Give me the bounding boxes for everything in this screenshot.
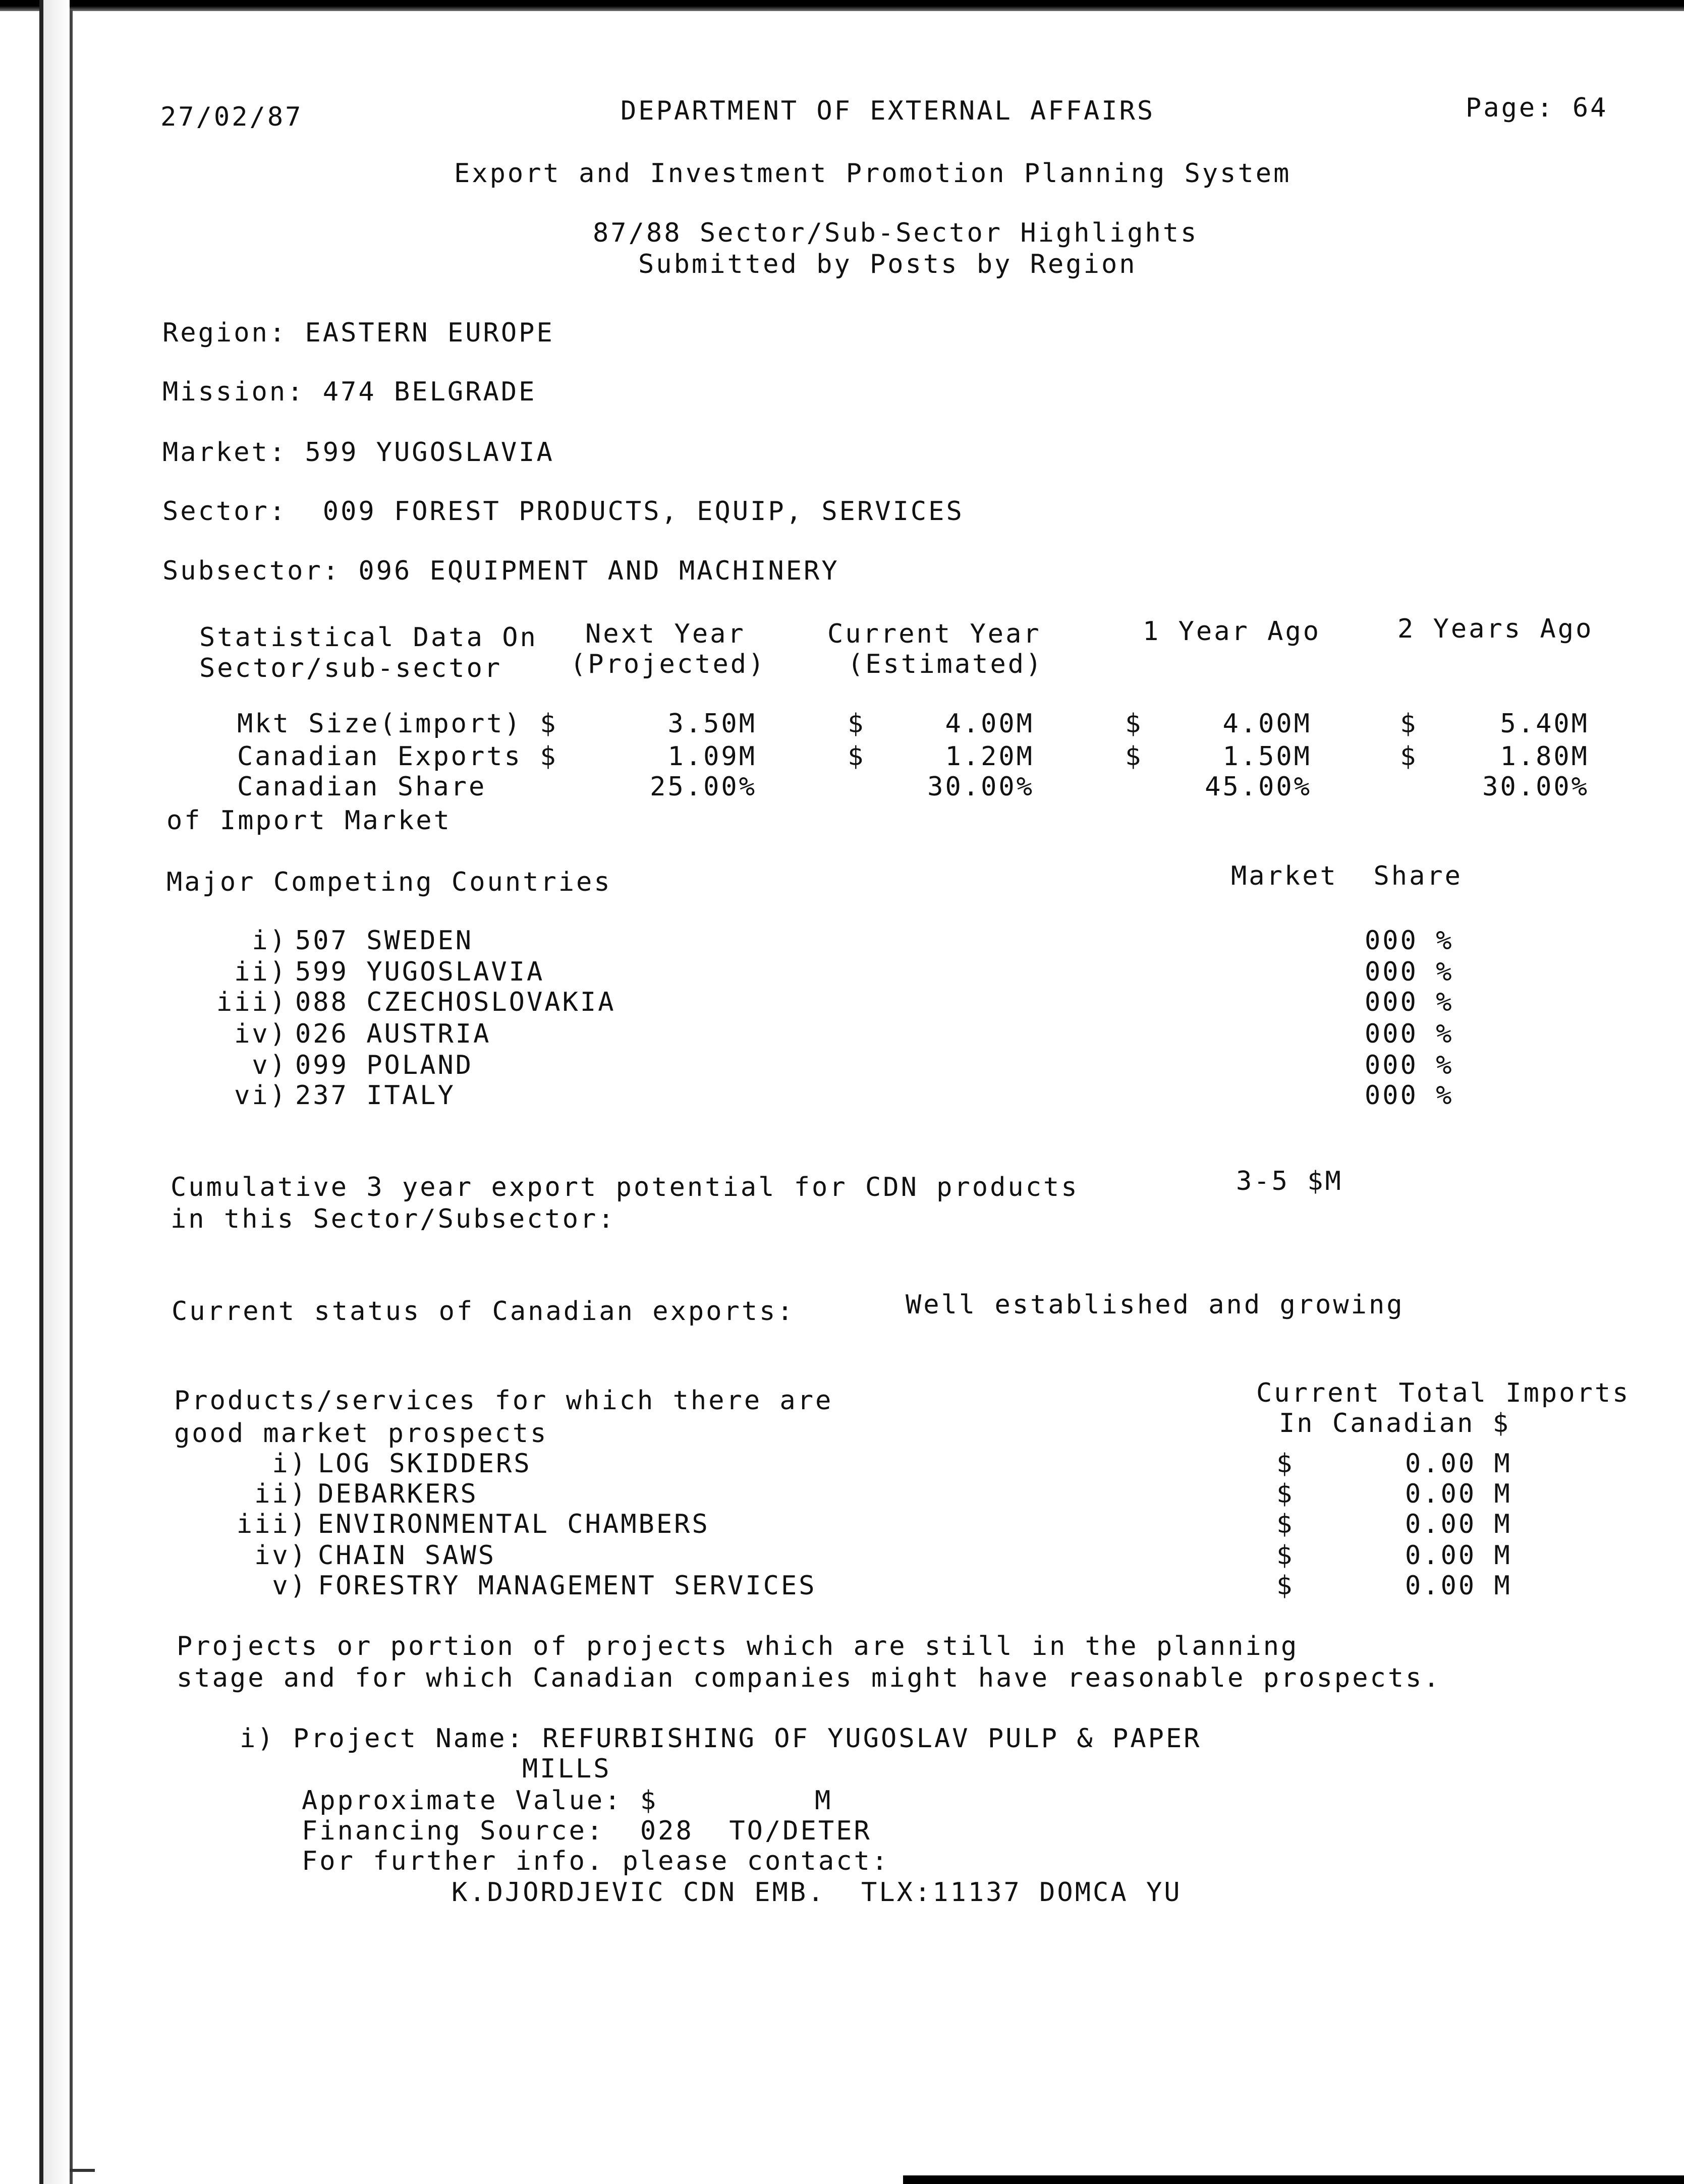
project-name: i) Project Name: REFURBISHING OF YUGOSLAV PULP & PAPER: [240, 1723, 1202, 1754]
region-line: Region: EASTERN EUROPE: [162, 318, 554, 348]
stats-header-label: Statistical Data On: [199, 622, 538, 653]
stats-col-current-year: Current Year: [827, 619, 1041, 649]
stats-value: 3.50M: [667, 709, 757, 739]
contact-details: K.DJORDJEVIC CDN EMB. TLX:11137 DOMCA YU: [452, 1877, 1182, 1908]
country-name: 088 CZECHOSLOVAKIA: [295, 987, 616, 1017]
country-share: 000 %: [1365, 987, 1454, 1017]
list-item: [0, 1079, 1684, 1112]
currency-sign: $: [1400, 709, 1418, 739]
imports-subheader: In Canadian $: [1279, 1408, 1510, 1439]
import-value: 0.00 M: [1405, 1479, 1512, 1509]
potential-label: Cumulative 3 year export potential for CDN products: [171, 1172, 1079, 1202]
item-number: v): [272, 1571, 308, 1601]
mission-line: Mission: 474 BELGRADE: [162, 377, 537, 407]
product-name: ENVIRONMENTAL CHAMBERS: [318, 1509, 710, 1539]
stats-col-next-year: Next Year: [585, 619, 746, 649]
country-name: 026 AUSTRIA: [295, 1019, 491, 1049]
subsector-line: Subsector: 096 EQUIPMENT AND MACHINERY: [162, 556, 839, 586]
potential-value: 3-5 $M: [1236, 1166, 1343, 1196]
product-name: CHAIN SAWS: [318, 1540, 496, 1571]
page-number: Page: 64: [1466, 93, 1608, 123]
currency-sign: $: [1125, 709, 1143, 739]
country-name: 507 SWEDEN: [295, 926, 474, 956]
stats-value: 45.00%: [1205, 772, 1312, 802]
department-title: DEPARTMENT OF EXTERNAL AFFAIRS: [621, 96, 1155, 126]
list-item: [0, 1448, 1684, 1480]
currency-sign: $: [1276, 1540, 1295, 1571]
stats-share-tail: of Import Market: [166, 806, 452, 836]
list-item: [0, 1478, 1684, 1510]
stats-col-1-year-ago: 1 Year Ago: [1143, 616, 1321, 647]
country-name: 237 ITALY: [295, 1080, 456, 1111]
import-value: 0.00 M: [1405, 1449, 1512, 1479]
stats-value: 1.80M: [1500, 741, 1589, 772]
list-item: [0, 925, 1684, 957]
item-number: i): [272, 1449, 308, 1479]
item-number: ii): [234, 957, 288, 987]
market-share-header: Market Share: [1231, 861, 1463, 891]
stats-value: 30.00%: [1482, 772, 1589, 802]
stats-value: 25.00%: [650, 772, 757, 802]
system-title: Export and Investment Promotion Planning System: [454, 158, 1292, 189]
contact-label: For further info. please contact:: [302, 1846, 890, 1876]
stats-col-estimated: (Estimated): [848, 649, 1044, 679]
status-label: Current status of Canadian exports:: [172, 1296, 795, 1327]
country-share: 000 %: [1365, 1080, 1454, 1111]
scan-bottom-edge: [903, 2175, 1684, 2184]
currency-sign: $: [1400, 741, 1418, 772]
report-date: 27/02/87: [160, 102, 303, 132]
country-name: 099 POLAND: [295, 1050, 474, 1080]
status-value: Well established and growing: [906, 1290, 1405, 1320]
imports-header: Current Total Imports: [1256, 1378, 1631, 1408]
list-item: [0, 956, 1684, 988]
currency-sign: $: [1276, 1479, 1295, 1509]
import-value: 0.00 M: [1405, 1540, 1512, 1571]
products-title-2: good market prospects: [174, 1418, 548, 1449]
stats-row-label: Mkt Size(import) $: [237, 709, 558, 739]
country-share: 000 %: [1365, 1050, 1454, 1080]
stats-row: [0, 708, 1684, 740]
stats-col-projected: (Projected): [570, 649, 766, 679]
list-item: [0, 1018, 1684, 1050]
product-name: DEBARKERS: [318, 1479, 478, 1509]
product-name: FORESTRY MANAGEMENT SERVICES: [318, 1571, 817, 1601]
country-share: 000 %: [1365, 926, 1454, 956]
item-number: vi): [234, 1080, 288, 1111]
item-number: ii): [254, 1479, 308, 1509]
currency-sign: $: [1125, 741, 1143, 772]
projects-intro: Projects or portion of projects which are still in the planning: [177, 1631, 1299, 1661]
country-share: 000 %: [1365, 957, 1454, 987]
list-item: [0, 1508, 1684, 1540]
stats-row: [0, 771, 1684, 803]
scan-binding-foot: [70, 2169, 95, 2172]
sector-line: Sector: 009 FOREST PRODUCTS, EQUIP, SERVICES: [162, 496, 964, 527]
stats-value: 30.00%: [927, 772, 1034, 802]
item-number: iv): [234, 1019, 288, 1049]
stats-header-label-2: Sector/sub-sector: [199, 653, 502, 683]
currency-sign: $: [1276, 1509, 1295, 1539]
report-title: 87/88 Sector/Sub-Sector Highlights: [593, 218, 1199, 248]
products-title: Products/services for which there are: [174, 1386, 833, 1416]
report-subtitle: Submitted by Posts by Region: [638, 249, 1137, 279]
projects-intro-2: stage and for which Canadian companies might have reasonable prospects.: [177, 1663, 1441, 1693]
stats-row: [0, 740, 1684, 773]
approx-value-unit: M: [815, 1786, 833, 1816]
item-number: iv): [254, 1540, 308, 1571]
item-number: i): [252, 926, 288, 956]
stats-value: 1.20M: [945, 741, 1034, 772]
list-item: [0, 986, 1684, 1018]
stats-value: 4.00M: [945, 709, 1034, 739]
stats-col-2-years-ago: 2 Years Ago: [1397, 614, 1594, 644]
stats-value: 1.09M: [667, 741, 757, 772]
item-number: iii): [236, 1509, 308, 1539]
potential-label-2: in this Sector/Subsector:: [171, 1204, 616, 1234]
list-item: [0, 1570, 1684, 1602]
stats-value: 5.40M: [1500, 709, 1589, 739]
currency-sign: $: [848, 741, 866, 772]
country-share: 000 %: [1365, 1019, 1454, 1049]
competitors-title: Major Competing Countries: [166, 867, 612, 897]
stats-row-label: Canadian Share: [237, 772, 487, 802]
currency-sign: $: [1276, 1449, 1295, 1479]
product-name: LOG SKIDDERS: [318, 1449, 532, 1479]
stats-value: 4.00M: [1222, 709, 1312, 739]
currency-sign: $: [1276, 1571, 1295, 1601]
list-item: [0, 1049, 1684, 1081]
stats-value: 1.50M: [1222, 741, 1312, 772]
scan-top-edge: [0, 0, 1684, 11]
item-number: iii): [216, 987, 288, 1017]
item-number: v): [252, 1050, 288, 1080]
market-line: Market: 599 YUGOSLAVIA: [162, 437, 554, 468]
project-name-cont: MILLS: [522, 1754, 611, 1784]
import-value: 0.00 M: [1405, 1509, 1512, 1539]
list-item: [0, 1539, 1684, 1572]
financing-source: Financing Source: 028 TO/DETER: [302, 1816, 872, 1846]
import-value: 0.00 M: [1405, 1571, 1512, 1601]
currency-sign: $: [848, 709, 866, 739]
approx-value-label: Approximate Value: $: [302, 1786, 658, 1816]
stats-row-label: Canadian Exports $: [237, 741, 558, 772]
country-name: 599 YUGOSLAVIA: [295, 957, 545, 987]
